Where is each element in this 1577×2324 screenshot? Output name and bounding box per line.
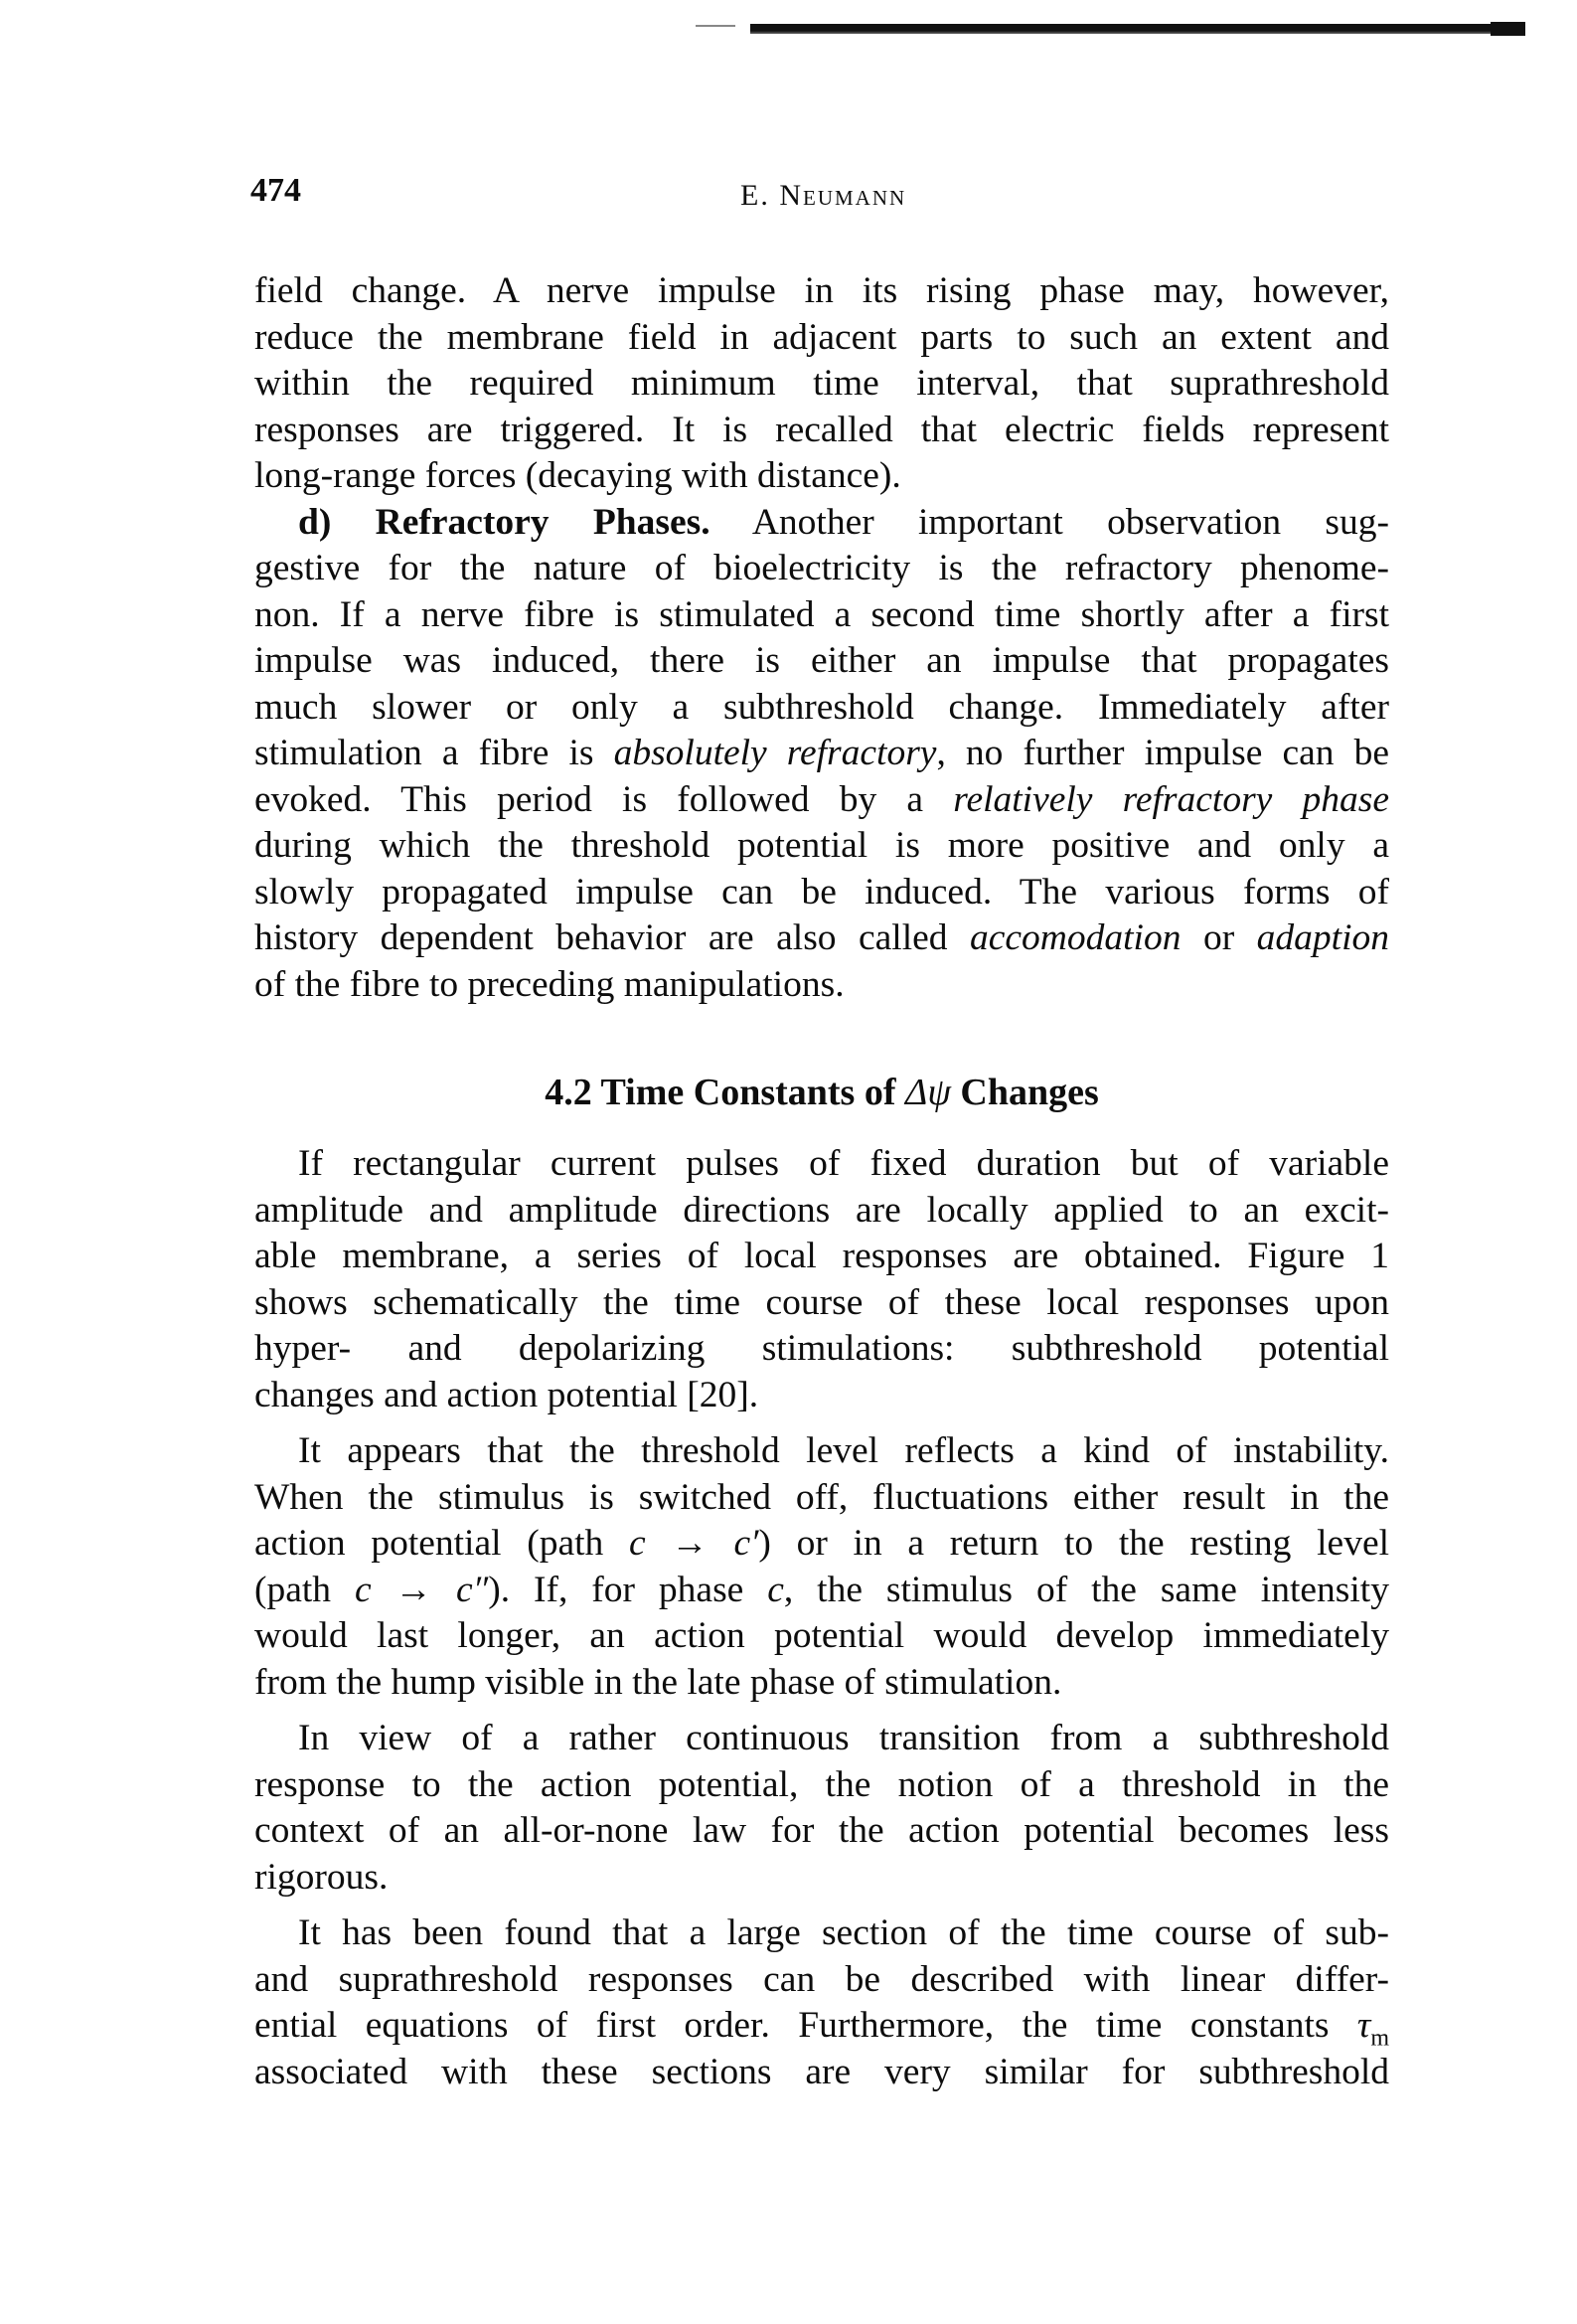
paragraph-gap [254, 1418, 1389, 1428]
section-heading [254, 1070, 1389, 1115]
section-number: 4.2 [545, 1072, 592, 1113]
section-title-symbol: Δψ [905, 1072, 951, 1113]
text-run: , the stimulus of the same intensity [783, 1569, 1389, 1610]
text-line: It appears that the threshold level reflects a kind of instability. [298, 1430, 1389, 1471]
math-path: c → c′ [629, 1523, 759, 1564]
text-line: rigorous. [254, 1856, 389, 1898]
paragraph [254, 1141, 1389, 1418]
math-tau: τ [1356, 2005, 1371, 2046]
page-number: 474 [250, 172, 301, 209]
text-line [254, 915, 1389, 962]
text-line: When the stimulus is switched off, fluctuations either result in the [254, 1476, 1389, 1518]
text-line: context of an all-or-none law for the action potential becomes less [254, 1810, 1389, 1851]
text-run: action potential (path [254, 1523, 629, 1564]
section-title-post: Changes [960, 1072, 1099, 1113]
text-line: associated with these sections are very similar for subthreshold [254, 2051, 1389, 2092]
text-line: would last longer, an action potential would develop immediately [254, 1615, 1389, 1656]
text-line: field change. A nerve impulse in its rising phase may, however, [254, 270, 1389, 311]
text-line: In view of a rather continuous transition from a subthreshold [298, 1718, 1389, 1758]
text-line: within the required minimum time interval, that suprathreshold [254, 363, 1389, 404]
text-line: non. If a nerve fibre is stimulated a second time shortly after a first [254, 593, 1389, 635]
text-line: hyper- and depolarizing stimulations: subthreshold potential [254, 1328, 1389, 1369]
text-line: shows schematically the time course of these local responses upon [254, 1281, 1389, 1323]
scan-artifact-thin [696, 25, 735, 27]
text-run: , no further impulse can be [936, 733, 1389, 773]
section-title-pre: Time Constants of [600, 1072, 896, 1113]
text-run: or [1181, 917, 1257, 958]
text-line: and suprathreshold responses can be described with linear differ- [254, 1958, 1389, 2000]
paragraph-refractory-phases [254, 500, 1389, 1009]
text-line: gestive for the nature of bioelectricity is the refractory phenome- [254, 548, 1389, 588]
text-line [254, 2003, 1389, 2050]
emphasis-term: relatively refractory phase [953, 778, 1389, 820]
math-path: c → c″ [354, 1569, 489, 1610]
emphasis-term: adaption [1256, 917, 1389, 958]
paragraph-continuation [254, 268, 1389, 500]
text-line [254, 731, 1389, 777]
text-line: amplitude and amplitude directions are locally applied to an excit- [254, 1189, 1389, 1231]
math-subscript: m [1370, 2025, 1389, 2052]
text-run: Another important observation sug- [710, 501, 1389, 543]
text-line: responses are triggered. It is recalled that electric fields represent [254, 409, 1389, 450]
math-variable: c [767, 1569, 784, 1610]
text-run: evoked. This period is followed by a [254, 778, 954, 820]
text-line: much slower or only a subthreshold change. Immediately after [254, 686, 1389, 728]
text-line: from the hump visible in the late phase of stimulation. [254, 1661, 1062, 1703]
text-line: slowly propagated impulse can be induced. The various forms of [254, 871, 1389, 913]
running-head-author: E. Neumann [740, 179, 907, 212]
paragraph [254, 1716, 1389, 1901]
scan-artifact-tip [1491, 22, 1525, 36]
text-run: (path [254, 1569, 355, 1610]
text-line: during which the threshold potential is more positive and only a [254, 825, 1389, 866]
paragraph [254, 1428, 1389, 1706]
text-run: ential equations of first order. Furthermore, the time constants [254, 2005, 1357, 2046]
text-run: history dependent behavior are also called [254, 917, 970, 958]
text-line: able membrane, a series of local responses are obtained. Figure 1 [254, 1236, 1389, 1276]
text-run: ). If, for phase [488, 1569, 768, 1610]
text-run: stimulation a fibre is [254, 733, 614, 773]
paragraph [254, 1910, 1389, 2095]
text-line [254, 1568, 1389, 1614]
text-line: If rectangular current pulses of fixed duration but of variable [298, 1143, 1389, 1184]
text-line: It has been found that a large section of the time course of sub- [298, 1912, 1389, 1953]
page-body [254, 268, 1389, 2095]
text-run: ) or in a return to the resting level [758, 1523, 1390, 1564]
text-line: changes and action potential [20]. [254, 1374, 759, 1415]
text-line: of the fibre to preceding manipulations. [254, 963, 845, 1005]
text-line: response to the action potential, the notion of a threshold in the [254, 1763, 1389, 1805]
emphasis-term: accomodation [970, 917, 1182, 958]
text-line [254, 777, 1389, 824]
paragraph-gap [254, 1901, 1389, 1910]
text-line: impulse was induced, there is either an impulse that propagates [254, 640, 1389, 681]
text-line [254, 500, 1389, 547]
paragraph-gap [254, 1706, 1389, 1716]
run-in-heading: d) Refractory Phases. [298, 501, 710, 543]
text-line: long-range forces (decaying with distance). [254, 455, 901, 496]
emphasis-term: absolutely refractory [613, 733, 937, 773]
text-line [254, 1521, 1389, 1568]
scan-artifact-bar [750, 24, 1525, 34]
text-line: reduce the membrane field in adjacent parts to such an extent and [254, 316, 1389, 358]
